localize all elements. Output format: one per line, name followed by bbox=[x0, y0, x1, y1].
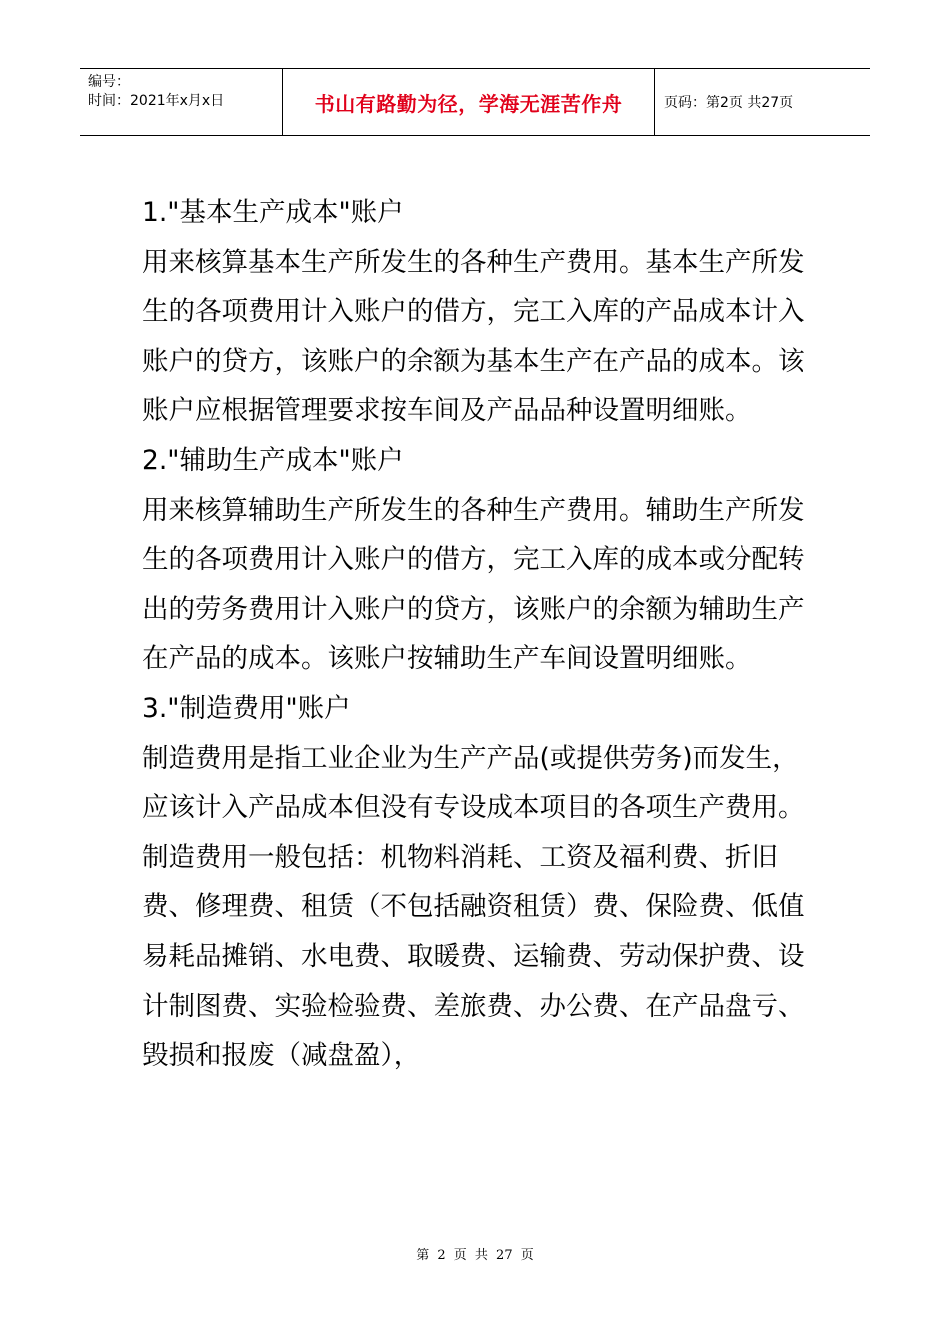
number-label: 编号： bbox=[88, 74, 130, 90]
section-heading-2: 2."辅助生产成本"账户 bbox=[142, 444, 404, 476]
section-heading-3: 3."制造费用"账户 bbox=[142, 692, 351, 724]
section-paragraph-2: 用来核算辅助生产所发生的各种生产费用。辅助生产所发生的各项费用计入账户的借方，完工入库的成本或分配转出的劳务费用计入账户的贷方，该账户的余额为辅助生产在产品的成本。该账户按辅助生产车间设置明细账。 bbox=[142, 494, 805, 675]
header-page-info: 页码：第2页 共27页 bbox=[664, 95, 794, 111]
header-motto: 书山有路勤为径，学海无涯苦作舟 bbox=[282, 69, 655, 135]
page-footer: 第 2 页 共 27 页 bbox=[416, 1248, 534, 1263]
section-paragraph-3: 制造费用是指工业企业为生产产品(或提供劳务)而发生，应该计入产品成本但没有专设成本项目的各项生产费用。制造费用一般包括：机物料消耗、工资及福利费、折旧费、修理费、租赁（不包括融资租赁）费、保险费、低值易耗品摊销、水电费、取暖费、运输费、劳动保护费、设计制图费、实验检验费、差旅费、办公费、在产品盘亏、毁损和报废（减盘盈）， bbox=[142, 742, 805, 1072]
document-body bbox=[142, 188, 810, 1081]
section-heading-1: 1."基本生产成本"账户 bbox=[142, 197, 404, 228]
page-header bbox=[80, 68, 870, 136]
section-paragraph-1: 用来核算基本生产所发生的各种生产费用。基本生产所发生的各项费用计入账户的借方，完工入库的产品成本计入账户的贷方，该账户的余额为基本生产在产品的成本。该账户应根据管理要求按车间及产品品种设置明细账。 bbox=[142, 246, 805, 427]
header-meta bbox=[80, 69, 282, 135]
time-label: 时间：2021年x月x日 bbox=[88, 93, 225, 109]
